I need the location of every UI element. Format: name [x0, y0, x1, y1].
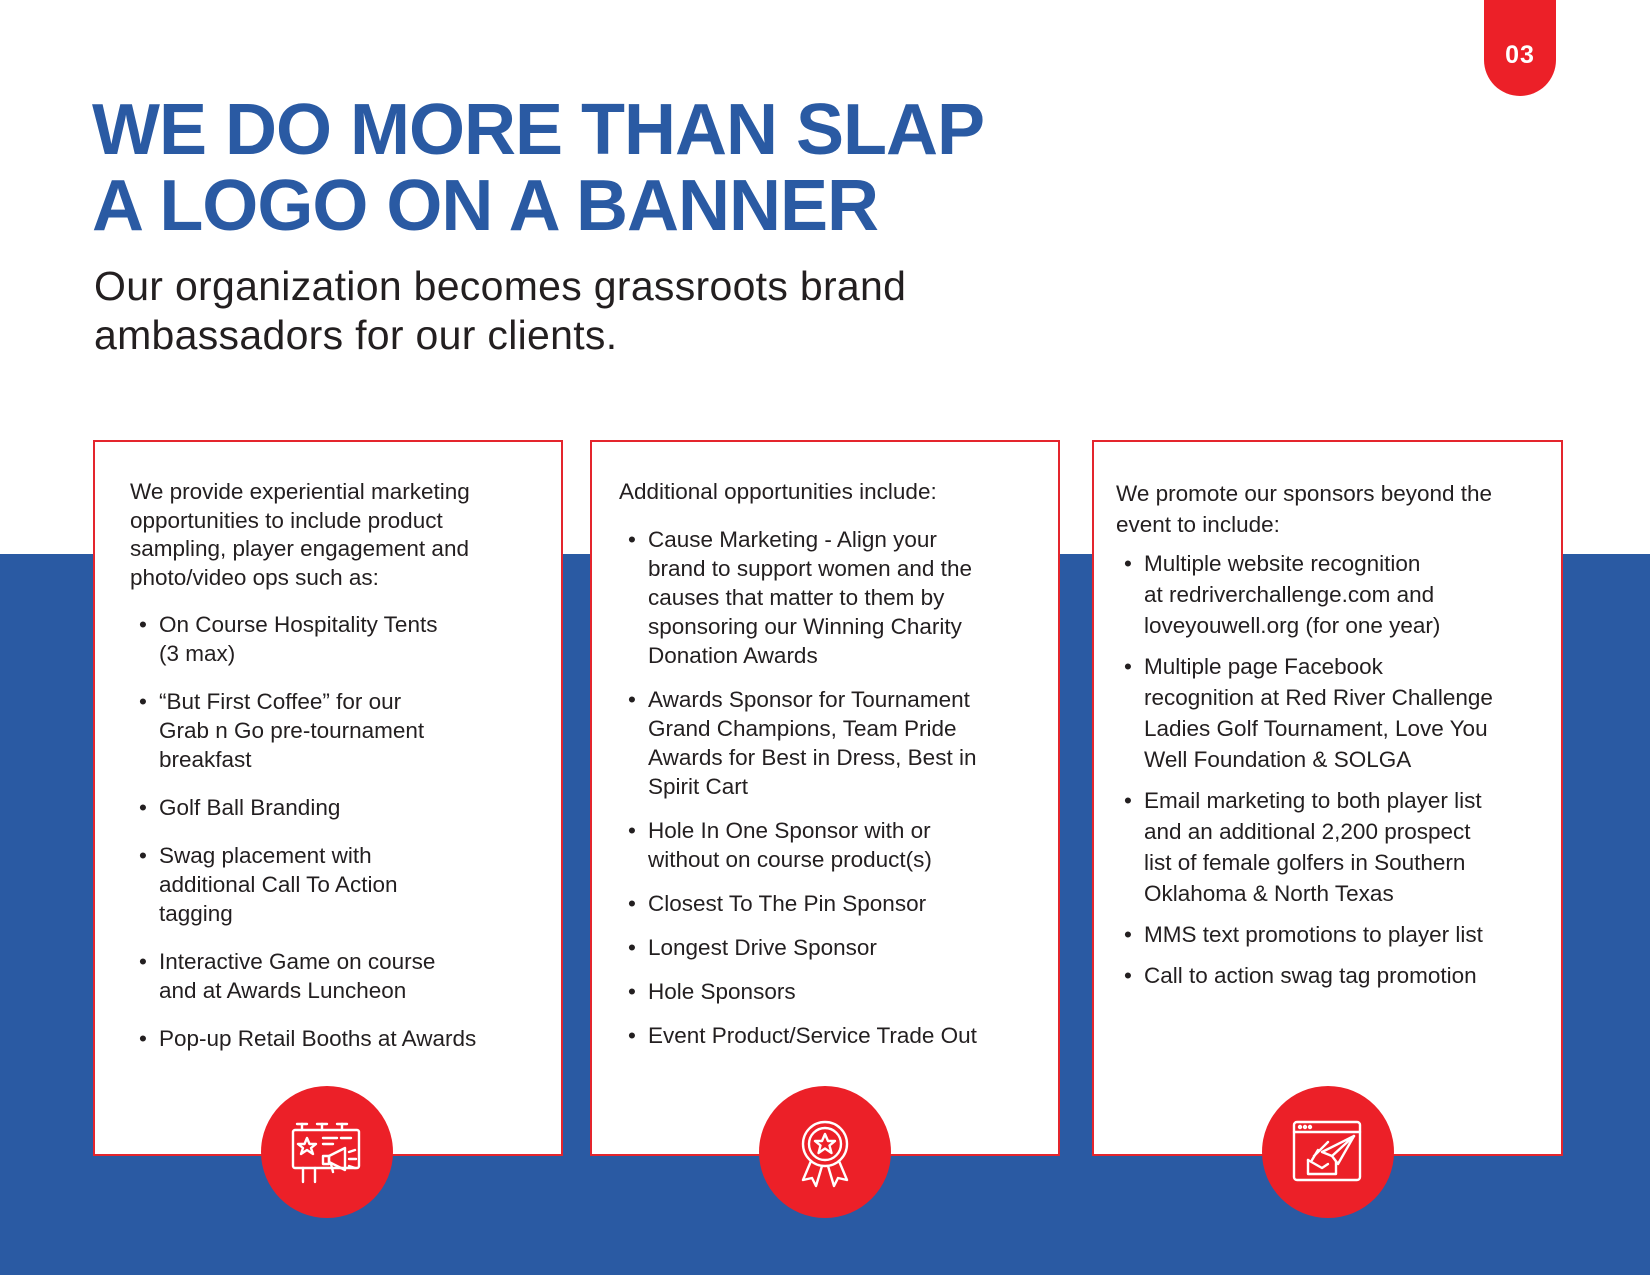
- card-intro: [1116, 478, 1492, 540]
- list-item-line: (3 max): [159, 641, 236, 666]
- list-item: [1144, 548, 1493, 641]
- list-item-line: • Event Product/Service Trade Out: [648, 1023, 977, 1048]
- card-bullet-list: [1144, 548, 1493, 1001]
- list-item-line: • Awards Sponsor for Tournament: [648, 687, 970, 712]
- list-item-line: • MMS text promotions to player list: [1144, 922, 1483, 947]
- list-item: [159, 841, 476, 928]
- list-item: [1144, 785, 1493, 909]
- award-ribbon-star-icon: [759, 1086, 891, 1218]
- list-item-line: and an additional 2,200 prospect: [1144, 819, 1471, 844]
- list-item: [159, 610, 476, 668]
- list-item-line: • Hole Sponsors: [648, 979, 796, 1004]
- list-item: [159, 687, 476, 774]
- list-item: [1144, 919, 1493, 950]
- list-item-line: Donation Awards: [648, 643, 818, 668]
- list-item-line: Spirit Cart: [648, 774, 749, 799]
- list-item: [648, 1021, 977, 1050]
- list-item: [648, 977, 977, 1006]
- list-item-line: • Interactive Game on course: [159, 949, 436, 974]
- page-number-tab: [1484, 0, 1556, 96]
- card-additional-opportunities: [590, 440, 1060, 1156]
- list-item-line: recognition at Red River Challenge: [1144, 685, 1493, 710]
- card-intro-line: event to include:: [1116, 512, 1280, 537]
- headline-line-1: WE DO MORE THAN SLAP: [92, 90, 984, 170]
- list-item-line: Awards for Best in Dress, Best in: [648, 745, 977, 770]
- list-item-line: • Multiple website recognition: [1144, 551, 1421, 576]
- list-item-line: and at Awards Luncheon: [159, 978, 407, 1003]
- list-item-line: • Longest Drive Sponsor: [648, 935, 877, 960]
- list-item: [159, 947, 476, 1005]
- list-item: [648, 525, 977, 670]
- list-item-line: causes that matter to them by: [648, 585, 945, 610]
- headline-line-2: A LOGO ON A BANNER: [92, 166, 878, 246]
- subhead-line-1: Our organization becomes grassroots brand: [94, 263, 907, 309]
- list-item-line: breakfast: [159, 747, 252, 772]
- list-item-line: list of female golfers in Southern: [1144, 850, 1466, 875]
- list-item-line: • “But First Coffee” for our: [159, 689, 402, 714]
- list-item-line: • Closest To The Pin Sponsor: [648, 891, 927, 916]
- card-intro: [130, 478, 470, 592]
- list-item-line: • Call to action swag tag promotion: [1144, 963, 1477, 988]
- card-intro-line: We provide experiential marketing: [130, 479, 470, 504]
- list-item: [159, 1024, 476, 1053]
- list-item-line: • Cause Marketing - Align your: [648, 527, 937, 552]
- card-experiential-marketing: [93, 440, 563, 1156]
- list-item-line: without on course product(s): [648, 847, 932, 872]
- list-item-line: brand to support women and the: [648, 556, 972, 581]
- list-item: [648, 816, 977, 874]
- card-intro-line: sampling, player engagement and: [130, 536, 469, 561]
- list-item: [648, 889, 977, 918]
- list-item: [1144, 651, 1493, 775]
- card-intro-line: opportunities to include product: [130, 507, 443, 533]
- card-bullet-list: [159, 610, 476, 1072]
- list-item-line: tagging: [159, 901, 233, 926]
- page-number: 03: [1505, 41, 1535, 69]
- list-item-line: additional Call To Action: [159, 872, 398, 897]
- list-item-line: Well Foundation & SOLGA: [1144, 747, 1412, 772]
- list-item: [1144, 960, 1493, 991]
- list-item: [648, 933, 977, 962]
- list-item-line: loveyouwell.org (for one year): [1144, 613, 1441, 638]
- list-item-line: • On Course Hospitality Tents: [159, 612, 438, 637]
- card-intro: [619, 478, 937, 507]
- list-item-line: • Email marketing to both player list: [1144, 788, 1482, 813]
- list-item-line: • Hole In One Sponsor with or: [648, 818, 931, 843]
- subhead-line-2: ambassadors for our clients.: [94, 312, 618, 358]
- card-bullet-list: [648, 525, 977, 1065]
- page-headline: [92, 92, 1092, 244]
- list-item-line: at redriverchallenge.com and: [1144, 582, 1435, 607]
- card-intro-line: Additional opportunities include:: [619, 479, 937, 504]
- card-intro-line: photo/video ops such as:: [130, 564, 379, 590]
- card-sponsor-promotion: [1092, 440, 1563, 1156]
- email-paper-plane-icon: [1262, 1086, 1394, 1218]
- list-item-line: Ladies Golf Tournament, Love You: [1144, 716, 1488, 741]
- list-item-line: Grand Champions, Team Pride: [648, 716, 957, 741]
- list-item-line: • Multiple page Facebook: [1144, 654, 1383, 679]
- page-subheading: [94, 262, 1094, 360]
- list-item: [159, 793, 476, 822]
- list-item-line: Grab n Go pre-tournament: [159, 718, 425, 743]
- list-item-line: • Swag placement with: [159, 843, 372, 868]
- billboard-megaphone-icon: [261, 1086, 393, 1218]
- card-intro-line: We promote our sponsors beyond the: [1116, 481, 1493, 506]
- list-item: [648, 685, 977, 801]
- list-item-line: • Golf Ball Branding: [159, 795, 341, 820]
- list-item-line: sponsoring our Winning Charity: [648, 614, 962, 639]
- list-item-line: • Pop-up Retail Booths at Awards: [159, 1026, 477, 1051]
- list-item-line: Oklahoma & North Texas: [1144, 881, 1394, 906]
